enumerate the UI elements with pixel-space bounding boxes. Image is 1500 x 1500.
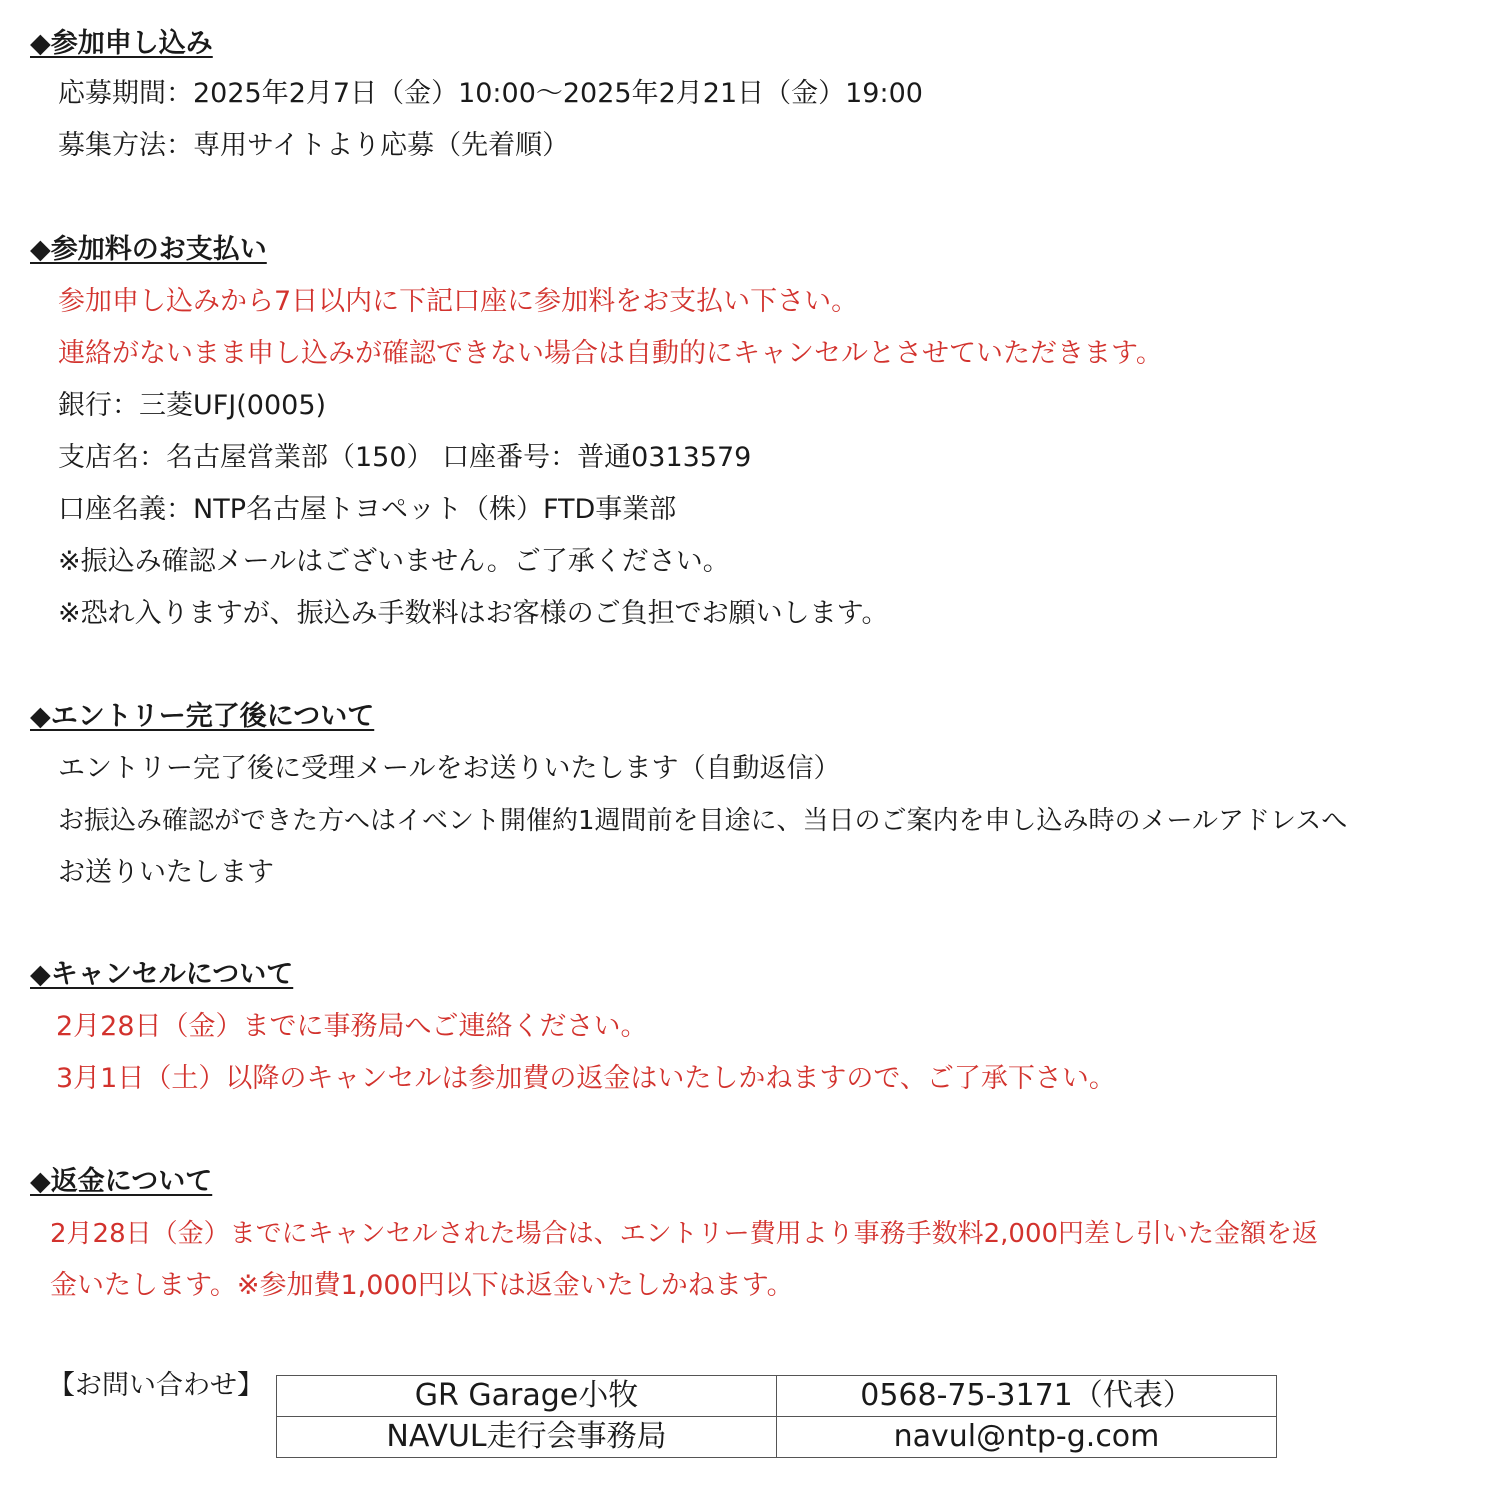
contact-table [276, 1375, 1277, 1458]
payment-notice-deadline: 参加申し込みから7日以内に下記口座に参加料をお支払い下さい。 [58, 286, 859, 317]
contact-garage-name: GR Garage小牧 [277, 1376, 777, 1417]
payment-note-no-email: ※振込み確認メールはございません。ご了承ください。 [58, 546, 730, 577]
payment-note-fee: ※恐れ入りますが、振込み手数料はお客様のご負担でお願いします。 [58, 598, 889, 629]
cancel-line-2: 3月1日（土）以降のキャンセルは参加費の返金はいたしかねますので、ご了承下さい。 [56, 1063, 1116, 1094]
contact-office-name: NAVUL走行会事務局 [277, 1417, 777, 1458]
after-entry-line-1: エントリー完了後に受理メールをお送りいたします（自動返信） [58, 753, 841, 784]
bank-name: 銀行：三菱UFJ(0005) [58, 390, 327, 421]
table-row [277, 1417, 1277, 1458]
contact-label: 【お問い合わせ】 [48, 1370, 264, 1401]
refund-line-1: 2月28日（金）までにキャンセルされた場合は、エントリー費用より事務手数料2,000円差し引いた金額を返 [50, 1219, 1319, 1249]
branch-info: 支店名：名古屋営業部（150） 口座番号：普通0313579 [58, 442, 752, 473]
section-heading-entry: ◆参加申し込み [30, 28, 213, 59]
contact-email: navul@ntp-g.com [777, 1417, 1277, 1458]
section-heading-payment: ◆参加料のお支払い [30, 234, 267, 265]
table-row [277, 1376, 1277, 1417]
section-heading-cancel: ◆キャンセルについて [30, 959, 294, 990]
entry-period: 応募期間：2025年2月7日（金）10:00～2025年2月21日（金）19:00 [58, 78, 923, 109]
entry-method: 募集方法：専用サイトより応募（先着順） [58, 130, 570, 161]
section-heading-after-entry: ◆エントリー完了後について [30, 701, 375, 732]
after-entry-line-2: お振込み確認ができた方へはイベント開催約1週間前を目途に、当日のご案内を申し込み時のメールアドレスへ [58, 806, 1348, 836]
section-heading-refund: ◆返金について [30, 1166, 213, 1197]
payment-notice-cancel: 連絡がないまま申し込みが確認できない場合は自動的にキャンセルとさせていただきます。 [58, 338, 1163, 369]
after-entry-line-3: お送りいたします [58, 857, 274, 888]
contact-phone: 0568-75-3171（代表） [777, 1376, 1277, 1417]
account-name: 口座名義：NTP名古屋トヨペット（株）FTD事業部 [58, 494, 677, 525]
refund-line-2: 金いたします。※参加費1,000円以下は返金いたしかねます。 [50, 1270, 794, 1301]
cancel-line-1: 2月28日（金）までに事務局へご連絡ください。 [56, 1011, 648, 1042]
